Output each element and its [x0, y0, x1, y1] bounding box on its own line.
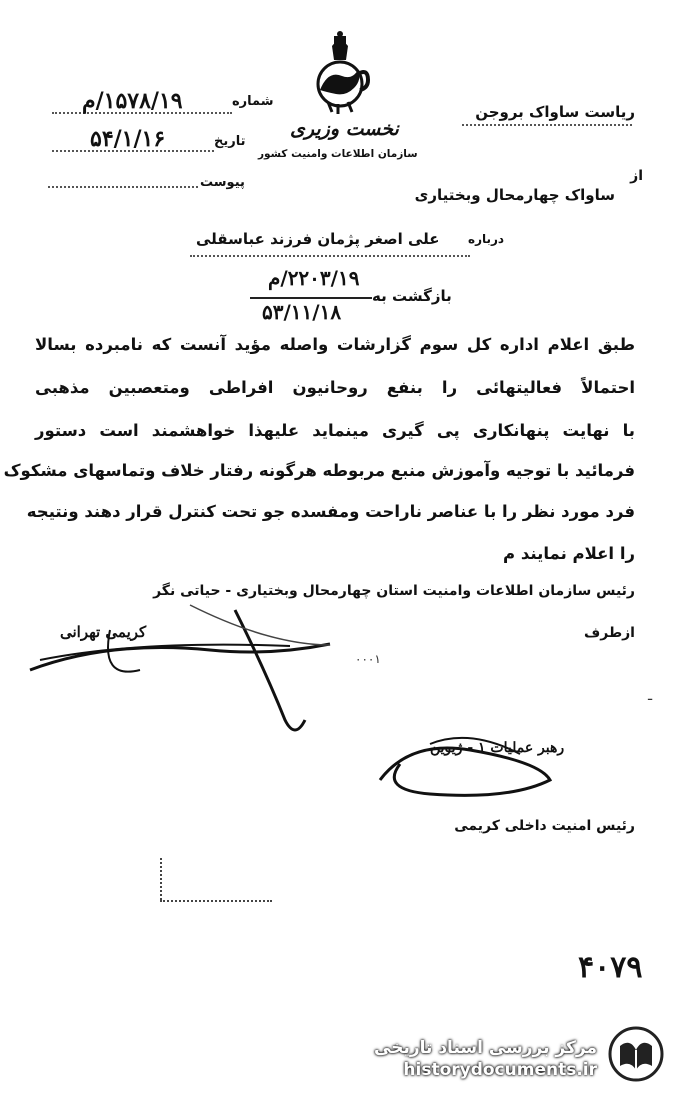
attachment-dotted-line — [48, 186, 198, 188]
lion-and-sun-emblem-icon — [298, 30, 382, 120]
signature-2-scribble-icon — [370, 720, 570, 800]
reference-number: ۲۲۰۳/۱۹/م — [268, 266, 360, 290]
body-line-3: با نهایت پنهانکاری پی گیری مینماید علیهذا خواهشمند است دستور — [35, 421, 635, 440]
body-line-4: فرمائید با توجیه وآموزش منبع مربوطه هرگونه رفتار خلاف وتماسهای مشکوک — [3, 461, 635, 480]
signature-1-scribble-icon — [20, 590, 340, 750]
body-line-5: فرد مورد نظر را با عناصر ناراحت ومفسده جو تحت کنترل قرار دهند ونتیجه — [26, 502, 635, 521]
agency-name: سازمان اطلاعات وامنیت کشور — [258, 148, 418, 160]
watermark-name: مرکز بررسی اسناد تاریخی — [374, 1038, 597, 1058]
attachment-label: پیوست — [200, 175, 245, 190]
stamp-bracket-bottom — [160, 900, 272, 902]
recipient: ریاست ساواک بروجن — [475, 103, 635, 121]
signer-1-name: کریمی تهرانی — [60, 623, 147, 641]
recipient-dotted-line — [462, 124, 632, 126]
date-label: تاریخ — [214, 134, 246, 149]
book-circle-logo-icon — [606, 1024, 666, 1088]
number-value: ۱۵۷۸/۱۹/م — [82, 88, 183, 114]
stray-mark: ٠٠٠١ — [355, 652, 381, 666]
signer-2-title: رهبر عملیات ۱ - ژیوین — [430, 740, 565, 756]
sender: ساواک چهارمحال وبختیاری — [414, 186, 615, 204]
corner-mark: ـ — [648, 688, 653, 704]
ministry-title: نخست وزیری — [290, 118, 399, 140]
date-value: ۵۴/۱/۱۶ — [90, 126, 166, 152]
stamp-bracket-left — [160, 858, 162, 900]
from-label: از — [630, 168, 643, 184]
subject-dotted-line — [190, 255, 470, 257]
reference-date: ۵۳/۱۱/۱۸ — [262, 300, 342, 324]
internal-security-chief: رئیس امنیت داخلی کریمی — [454, 818, 635, 834]
chief-title: رئیس سازمان اطلاعات وامنیت استان چهارمحال وبختیاری - حیاتی نگر — [153, 583, 635, 599]
body-line-2: احتمالاً فعالیتهائی را بنفع روحانیون افراطی ومتعصبین مذهبی — [35, 378, 635, 397]
on-behalf-label: ازطرف — [583, 625, 635, 641]
reference-label: بازگشت به — [372, 287, 452, 305]
watermark-url: historydocuments.ir — [403, 1060, 597, 1080]
reference-divider — [250, 297, 372, 299]
archive-number: ۴۰۷۹ — [578, 950, 643, 985]
subject-label: درباره — [468, 232, 505, 246]
number-label: شماره — [232, 94, 274, 109]
body-line-6: را اعلام نمایند م — [503, 544, 635, 563]
body-line-1: طبق اعلام اداره کل سوم گزارشات واصله مؤید آنست که نامبرده بسالا — [35, 335, 635, 354]
subject: علی اصغر پژمان فرزند عباسقلی — [196, 230, 440, 248]
